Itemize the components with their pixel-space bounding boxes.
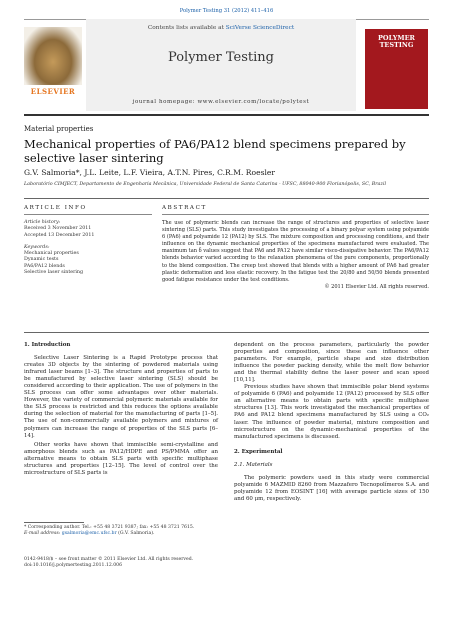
- paragraph: Previous studies have shown that immiscible polar blend systems of polyamide 6 (PA6) and polyamide 12 (PA12) processed by SLS offer an alternative means to obtain parts with specific multiphase structures [13]. This work investigated the mechanical properties of PA6 and PA12 blend specimens manufactured by SLS using a CO₂ laser. The influence of powder material, mixture composition and microstructure on the dynamic-mechanical properties of the manufactured specimens is discussed.: [234, 384, 429, 440]
- received-date: Received 3 November 2011: [24, 226, 92, 232]
- section-label: Material properties: [24, 125, 94, 133]
- footnote-divider: [24, 522, 84, 523]
- issn-line: 0142-9418/$ – see front matter © 2011 Elsevier Ltd. All rights reserved.: [24, 557, 194, 562]
- author-list[interactable]: G.V. Salmoria*, J.L. Leite, L.F. Vieira, A.T.N. Pires, C.R.M. Roesler: [24, 168, 276, 177]
- divider: [24, 332, 429, 333]
- abstract-heading: ABSTRACT: [162, 205, 207, 211]
- subsection-heading: 2.1. Materials: [234, 461, 273, 468]
- abstract-body: [162, 220, 429, 291]
- divider: [162, 214, 429, 215]
- history-label: Article history:: [24, 220, 61, 225]
- journal-reference[interactable]: Polymer Testing 31 (2012) 411–416: [179, 8, 274, 14]
- section-heading: 1. Introduction: [24, 342, 71, 348]
- elsevier-tree-icon: [24, 27, 82, 85]
- corresponding-author: * Corresponding author. Tel.: +55 48 3721 9387; fax: +55 48 3721 7615.: [24, 525, 195, 530]
- paragraph: The polymeric powders used in this study were commercial polyamide 6 MAZMID 8260 from Mazzafero Tecnopolímeros S.A. and polyamide 12 from EOSINT [16] with average particle sizes of 150 and 60 μm, respectively.: [234, 474, 429, 502]
- paragraph: dependent on the process parameters, particularly the powder properties and composition, since these can influence other parameters. For example, particle shape and size distribution influence the powder packing density, while the melt flow behavior and the thermal stability define the laser power and scan speed [10,11].: [234, 342, 429, 384]
- keyword: PA6/PA12 blends: [24, 263, 65, 269]
- email-line: [24, 531, 218, 537]
- keyword: Selective laser sintering: [24, 270, 84, 276]
- contents-line: [86, 25, 356, 31]
- publication-info: [24, 557, 218, 569]
- keyword: Mechanical properties: [24, 251, 79, 257]
- journal-homepage[interactable]: journal homepage: www.elsevier.com/locate/polytest: [132, 99, 310, 105]
- section-heading: 2. Experimental: [234, 448, 283, 455]
- accepted-date: Accepted 13 December 2011: [24, 232, 95, 238]
- article-title: Mechanical properties of PA6/PA12 blend specimens prepared by selective laser sintering: [24, 137, 406, 165]
- abstract-text: The use of polymeric blends can increase the range of structures and properties of selective laser sintering (SLS) parts. This study investigates the processing of a binary polyar system using polyamide 6 (PA6) and polyamide 12 (PA12) by SLS. The mixture composition and processing conditions, and their influence on the dynamic mechanical properties of the specimens manufactured were evaluated. The maximum tan δ values suggest that PA6 and PA12 have similar visco-dissipative behavior. The PA6/PA12 blends behavior varied according to the relaxation phenomena of the pure components, proportionally to the blend composition. The creep test showed that blends with a higher amount of PA6 had greater plastic deformation and less elastic recovery. In the fatigue test the 20/80 and 50/50 blends presented good fatigue resistance under the test conditions.: [162, 220, 429, 283]
- header-divider: [24, 114, 429, 116]
- article-info-heading: ARTICLE INFO: [24, 205, 87, 211]
- keyword: Dynamic tests: [24, 257, 59, 263]
- email-link[interactable]: gsalmoria@emc.ufsc.br: [61, 531, 117, 536]
- journal-cover-title: POLYMER TESTING: [378, 34, 415, 49]
- keywords-label: Keywords:: [24, 244, 50, 250]
- copyright-notice: © 2011 Elsevier Ltd. All rights reserved.: [324, 283, 429, 290]
- contents-prefix: Contents lists available at: [147, 25, 226, 31]
- body-column-right: [234, 342, 429, 505]
- doi-link[interactable]: doi:10.1016/j.polymertesting.2011.12.006: [24, 563, 123, 568]
- journal-title: Polymer Testing: [167, 50, 275, 65]
- affiliation: Laboratório CIMJECT, Departamento de Engenharia Mecânica, Universidade Federal de Santa Catarina - UFSC, 88040-900 Florianópolis, SC, Brazil: [24, 182, 387, 187]
- paragraph: Other works have shown that immiscible semi-crystalline and amorphous blends such as PA12/HDPE and PS/PMMA offer an alternative means to obtain SLS parts with specific multiphase structures and properties [12–15]. The level of control over the microstructure of SLS parts is: [24, 441, 218, 476]
- corresponding-author-footnote: [24, 525, 218, 537]
- masthead-center-panel: [86, 19, 356, 111]
- body-column-left: [24, 342, 218, 479]
- elsevier-logo[interactable]: [24, 27, 82, 97]
- divider: [24, 198, 429, 199]
- paragraph: Selective Laser Sintering is a Rapid Prototype process that creates 3D objects by the sintering of powdered materials using infrared laser beams [1–3]. The structure and properties of parts to be manufactured by selective laser sintering (SLS) should be considered according to their application. The use of polymers in the SLS process can offer some advantages over other materials. However, the variety of commercial polymeric materials available for the SLS process is restricted and this reduces the options available during the selection of material for the manufacturing of parts [1–5]. The use of non-commercially available polymers and mixtures of polymers can increase the range of properties of the SLS parts [6–14].: [24, 355, 218, 439]
- elsevier-wordmark: ELSEVIER: [30, 87, 76, 96]
- sciencedirect-link[interactable]: SciVerse ScienceDirect: [225, 25, 295, 31]
- email-owner: (G.V. Salmoria).: [116, 531, 155, 536]
- divider: [24, 214, 152, 215]
- article-info: [24, 220, 152, 276]
- email-label: E-mail address:: [24, 531, 62, 536]
